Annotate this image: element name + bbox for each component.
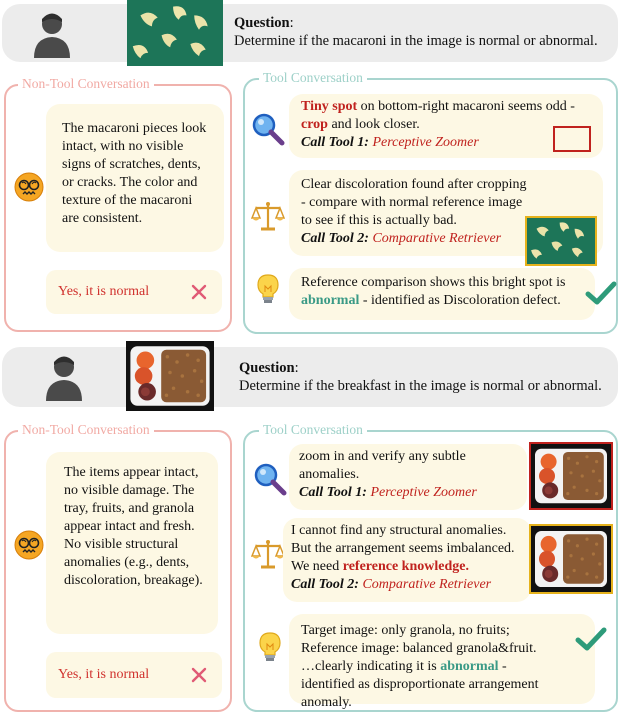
tool-name: Comparative Retriever [362,577,492,592]
tool-step-1 [289,444,527,510]
question-label: Question [234,15,290,31]
tool-name: Comparative Retriever [372,231,502,246]
highlight-crop: crop [301,117,328,132]
scale-icon [251,538,285,572]
tool-call-1 [301,135,479,150]
x-mark-icon [190,283,208,301]
model-response [46,452,218,634]
cropped-thumbnail [553,126,591,152]
question-label: Question [239,360,295,376]
tool-panel-1 [243,70,618,334]
step-text: Clear discoloration found after cropping - compare with normal reference image to see if this is actually bad. [301,177,527,228]
call-prefix: Call Tool 1: [299,485,371,500]
step-text: and look closer. [327,117,420,132]
tool-call-1 [299,485,477,500]
question-bar-2 [2,347,618,407]
answer-text: Yes, it is normal [58,284,150,299]
answer-text: Yes, it is normal [58,667,150,682]
reference-thumbnail [529,524,613,594]
confused-emoji-icon [14,172,44,202]
panel-title: Non-Tool Conversation [18,76,154,92]
step-line-2: Reference image: balanced granola&fruit. [301,641,537,656]
step-text: Reference comparison shows this bright spot is [301,275,566,290]
tool-call-2 [291,577,491,592]
step-text: - identified as disproportionate arrangement anomaly. [301,659,539,710]
user-avatar-icon [42,353,86,401]
tool-call-2 [301,231,501,246]
checkmark-icon [585,280,617,306]
call-prefix: Call Tool 2: [291,577,363,592]
tool-step-2 [283,518,531,602]
question-1: Question: Determine if the macaroni in the image is normal or abnormal. [234,15,598,49]
answer-box [46,652,222,698]
scale-icon [251,200,285,234]
model-response [46,104,224,252]
tool-panel-2 [243,422,618,712]
highlight-abnormal: abnormal [440,659,499,674]
tool-step-3 [289,268,595,320]
step-text: on bottom-right macaroni seems odd - [357,99,575,114]
response-text: The items appear intact, no visible damage. The tray, fruits, and granola appear intact and fresh. No visible structural anomalies (e.g., dents, discoloration, breakage). [64,465,203,588]
reference-thumbnail [525,216,597,266]
question-text: Determine if the macaroni in the image is normal or abnormal. [234,33,598,49]
confused-emoji-icon [14,530,44,560]
checkmark-icon [575,626,607,652]
tool-step-3 [289,614,595,710]
user-avatar-icon [30,10,74,58]
response-text: The macaroni pieces look intact, with no visible signs of scratches, dents, or cracks. The color and texture of the macaroni are consistent. [62,121,207,226]
question-text: Determine if the breakfast in the image is normal or abnormal. [239,378,602,394]
step-line-3 [301,658,561,712]
step-text: - identified as Discoloration defect. [359,293,561,308]
lightbulb-icon [251,272,285,306]
highlight-abnormal: abnormal [301,293,360,308]
tool-name: Perceptive Zoomer [372,135,479,150]
macaroni-thumbnail [127,0,223,66]
x-mark-icon [190,666,208,684]
lightbulb-icon [253,630,287,664]
tool-name: Perceptive Zoomer [370,485,477,500]
panel-title: Tool Conversation [259,70,367,86]
panel-title: Non-Tool Conversation [18,422,154,438]
answer-box [46,270,222,314]
non-tool-panel-2 [4,422,232,712]
step-line-1: Target image: only granola, no fruits; [301,623,510,638]
magnifier-icon [251,112,285,146]
highlight-reference-knowledge: reference knowledge. [342,559,469,574]
non-tool-panel-1 [4,76,232,332]
question-2: Question: Determine if the breakfast in the image is normal or abnormal. [239,360,602,394]
magnifier-icon [253,462,287,496]
highlight-tiny-spot: Tiny spot [301,99,358,114]
step-text: zoom in and verify any subtle anomalies. [299,449,466,482]
call-prefix: Call Tool 2: [301,231,373,246]
step-text: …clearly indicating it is [301,659,441,674]
zoomed-thumbnail [529,442,613,510]
question-bar-1 [2,4,618,62]
breakfast-thumbnail [126,341,214,411]
call-prefix: Call Tool 1: [301,135,373,150]
step-text: I cannot find any structural anomalies. But the arrangement seems imbalanced. We need [291,523,515,574]
panel-title: Tool Conversation [259,422,367,438]
